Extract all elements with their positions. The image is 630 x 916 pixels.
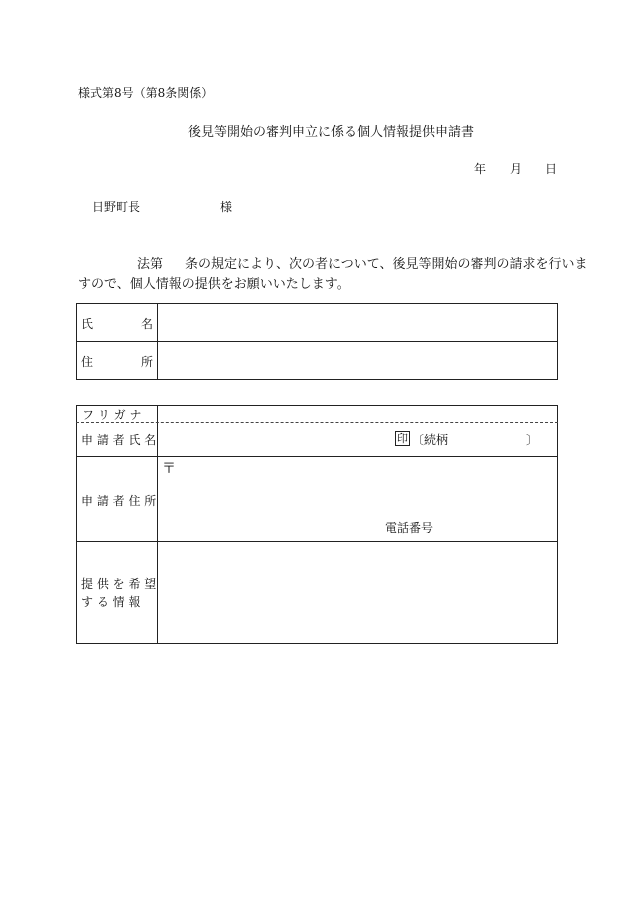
subject-name-label-1: 氏: [81, 317, 94, 331]
table2-row-divider-2: [76, 541, 558, 542]
requested-info-field[interactable]: [159, 543, 556, 642]
table1-row-divider: [76, 341, 558, 342]
requested-info-label-line1: 提 供 を 希 望: [81, 577, 157, 591]
date-day-label: 日: [545, 162, 558, 176]
furigana-field[interactable]: [159, 407, 556, 421]
subject-address-label-2: 所: [141, 355, 154, 369]
table2-row-divider-1: [76, 456, 558, 457]
applicant-name-label: 申 請 者 氏 名: [81, 433, 157, 447]
relationship-close: 〕: [526, 433, 539, 447]
relationship-field[interactable]: [450, 428, 524, 448]
furigana-dashed-divider: [76, 422, 558, 423]
addressee-honorific: 様: [220, 200, 233, 214]
subject-address-field[interactable]: [159, 343, 556, 378]
date-year-label: 年: [474, 162, 487, 176]
postal-mark: 〒: [162, 461, 176, 477]
phone-field[interactable]: [440, 514, 554, 538]
applicant-address-field[interactable]: [180, 459, 554, 509]
requested-info-label-line2: す る 情 報: [81, 595, 141, 609]
addressee-name: 日野町長: [92, 200, 141, 214]
relationship-label: 〔続柄: [412, 433, 449, 447]
subject-name-field[interactable]: [159, 305, 556, 340]
phone-label: 電話番号: [385, 521, 434, 535]
form-number: 様式第8号（第8条関係）: [78, 86, 214, 100]
seal-mark: [395, 431, 412, 446]
subject-address-label-1: 住: [81, 355, 94, 369]
applicant-address-label: 申 請 者 住 所: [81, 494, 157, 508]
document-title: 後見等開始の審判申立に係る個人情報提供申請書: [188, 125, 475, 140]
seal-icon: 印: [397, 432, 408, 445]
date-month-label: 月: [510, 162, 523, 176]
subject-name-label-2: 名: [141, 317, 154, 331]
body-line-1: 条の規定により、次の者について、後見等開始の審判の請求を行いま: [185, 257, 588, 272]
body-line-2: すので、個人情報の提供をお願いいたします。: [78, 277, 350, 292]
table2-divider: [157, 405, 158, 644]
furigana-label: フ リ ガ ナ: [82, 408, 142, 422]
body-law-article: 法第: [137, 257, 164, 272]
applicant-name-field[interactable]: [159, 424, 389, 454]
